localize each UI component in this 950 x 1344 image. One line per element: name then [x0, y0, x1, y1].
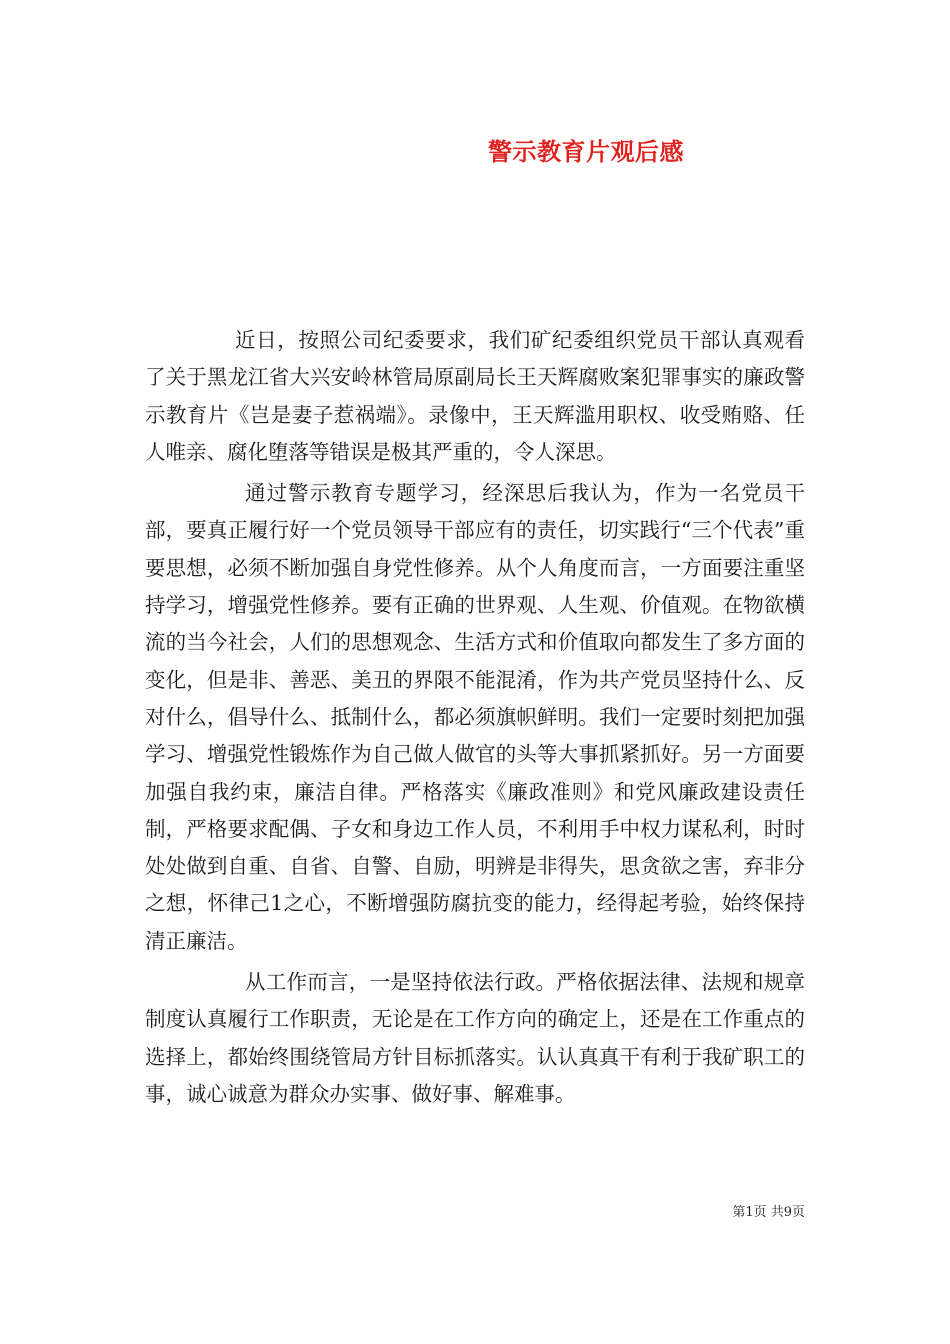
- document-body: [145, 322, 805, 1117]
- paragraph-1: 近日，按照公司纪委要求，我们矿纪委组织党员干部认真观看了关于黑龙江省大兴安岭林管局原副局长王天辉腐败案犯罪事实的廉政警示教育片《岂是妻子惹祸端》。录像中，王天辉滥用职权、收受贿赂、任人唯亲、腐化堕落等错误是极其严重的，令人深思。: [145, 328, 805, 464]
- paragraph-3: 从工作而言，一是坚持依法行政。严格依据法律、法规和规章制度认真履行工作职责，无论是在工作方向的确定上，还是在工作重点的选择上，都始终围绕管局方针目标抓落实。认认真真干有利于我矿职工的事，诚心诚意为群众办实事、做好事、解难事。: [145, 970, 805, 1106]
- paragraph-2: 通过警示教育专题学习，经深思后我认为，作为一名党员干部，要真正履行好一个党员领导干部应有的责任，切实践行“三个代表”重要思想，必须不断加强自身党性修养。从个人角度而言，一方面要注重坚持学习，增强党性修养。要有正确的世界观、人生观、价值观。在物欲横流的当今社会，人们的思想观念、生活方式和价值取向都发生了多方面的变化，但是非、善恶、美丑的界限不能混淆，作为共产党员坚持什么、反对什么，倡导什么、抵制什么，都必须旗帜鲜明。我们一定要时刻把加强学习、增强党性锻炼作为自己做人做官的头等大事抓紧抓好。另一方面要加强自我约束，廉洁自律。严格落实《廉政准则》和党风廉政建设责任制，严格要求配偶、子女和身边工作人员，不利用手中权力谋私利，时时处处做到自重、自省、自警、自励，明辨是非得失，思贪欲之害，弃非分之想，怀律己1之心，不断增强防腐抗变的能力，经得起考验，始终保持清正廉洁。: [145, 481, 805, 953]
- document-title: 警示教育片观后感: [488, 137, 684, 166]
- page-number-footer: 第1页 共9页: [732, 1205, 805, 1220]
